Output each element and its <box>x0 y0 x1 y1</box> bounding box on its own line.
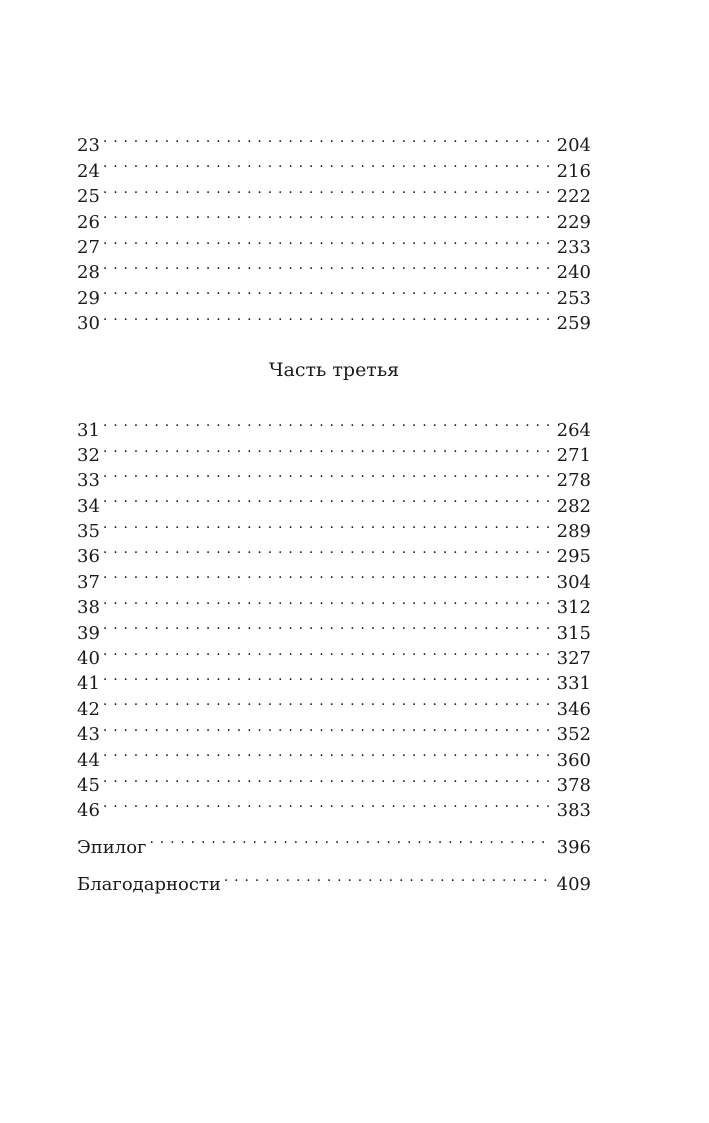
toc-entry[interactable] <box>77 613 591 644</box>
page-number: 327 <box>556 648 591 670</box>
toc-entry[interactable] <box>77 436 591 466</box>
page-number: 222 <box>556 186 591 208</box>
chapter-number: 24 <box>77 160 100 182</box>
page-number: 229 <box>556 211 591 233</box>
toc-entry[interactable] <box>77 177 591 208</box>
epilogue-label: Эпилог <box>77 836 147 858</box>
chapter-number: 23 <box>77 135 100 157</box>
page-number: 304 <box>556 571 591 593</box>
chapter-number: 45 <box>77 774 100 796</box>
chapter-number: 27 <box>77 236 100 258</box>
toc-entry[interactable] <box>77 278 591 309</box>
chapter-number: 37 <box>77 571 100 593</box>
dot-leader <box>224 865 549 890</box>
toc-entry[interactable] <box>77 410 591 441</box>
dot-leader <box>103 461 549 486</box>
chapter-number: 30 <box>77 313 100 335</box>
toc-entry[interactable] <box>77 486 591 517</box>
toc-entry[interactable] <box>77 715 591 746</box>
page-number: 264 <box>556 419 591 441</box>
dot-leader <box>103 126 549 151</box>
dot-leader <box>103 537 549 562</box>
chapter-number: 39 <box>77 622 100 644</box>
toc-entry[interactable] <box>77 766 591 796</box>
toc-entry[interactable] <box>77 512 591 543</box>
dot-leader <box>103 486 549 511</box>
dot-leader <box>103 151 549 176</box>
chapter-number: 28 <box>77 262 100 284</box>
page-number: 204 <box>556 135 591 157</box>
toc-group-part-two <box>77 126 591 335</box>
toc-entry[interactable] <box>77 304 591 335</box>
dot-leader <box>103 715 549 740</box>
chapter-number: 40 <box>77 648 100 670</box>
chapter-number: 46 <box>77 800 100 822</box>
toc-entry[interactable] <box>77 126 591 157</box>
dot-leader <box>103 202 549 227</box>
page-number: 278 <box>556 470 591 492</box>
toc-entry[interactable] <box>77 151 591 182</box>
dot-leader <box>103 791 549 816</box>
page-number: 352 <box>556 724 591 746</box>
chapter-number: 31 <box>77 419 100 441</box>
chapter-number: 38 <box>77 597 100 619</box>
page-number: 253 <box>556 287 591 309</box>
page-number: 295 <box>556 546 591 568</box>
dot-leader <box>103 664 549 689</box>
page-number: 409 <box>556 874 591 896</box>
page-number: 315 <box>556 622 591 644</box>
page-number: 360 <box>556 749 591 771</box>
page-number: 271 <box>556 444 591 466</box>
chapter-number: 36 <box>77 546 100 568</box>
toc-entry[interactable] <box>77 740 591 771</box>
dot-leader <box>103 512 549 537</box>
dot-leader <box>103 740 549 765</box>
toc-entry[interactable] <box>77 664 591 695</box>
toc-entry-acknowledgements[interactable] <box>77 865 591 896</box>
part-three-heading: Часть третья <box>268 359 400 382</box>
toc-entry[interactable] <box>77 461 591 492</box>
dot-leader <box>103 562 549 587</box>
dot-leader <box>103 253 549 278</box>
chapter-number: 41 <box>77 673 100 695</box>
chapter-number: 44 <box>77 749 100 771</box>
dot-leader <box>103 177 549 202</box>
toc-entry[interactable] <box>77 228 591 258</box>
dot-leader <box>103 613 549 638</box>
chapter-number: 29 <box>77 287 100 309</box>
chapter-number: 25 <box>77 186 100 208</box>
dot-leader <box>103 278 549 303</box>
page-number: 216 <box>556 160 591 182</box>
chapter-number: 34 <box>77 495 100 517</box>
toc-entry[interactable] <box>77 537 591 568</box>
page-number: 282 <box>556 495 591 517</box>
dot-leader <box>103 304 549 329</box>
table-of-contents <box>77 126 591 896</box>
toc-entry[interactable] <box>77 562 591 593</box>
page-number: 331 <box>556 673 591 695</box>
page-number: 378 <box>556 774 591 796</box>
chapter-number: 43 <box>77 724 100 746</box>
dot-leader <box>103 689 549 714</box>
dot-leader <box>103 588 549 613</box>
page-number: 346 <box>556 698 591 720</box>
page-number: 383 <box>556 800 591 822</box>
acknowledgements-label: Благодарности <box>77 874 221 896</box>
dot-leader <box>149 827 548 852</box>
page-number: 259 <box>556 313 591 335</box>
toc-entry[interactable] <box>77 202 591 233</box>
dot-leader <box>103 228 549 253</box>
toc-entry[interactable] <box>77 689 591 720</box>
chapter-number: 42 <box>77 698 100 720</box>
toc-entry[interactable] <box>77 253 591 284</box>
chapter-number: 26 <box>77 211 100 233</box>
page-number: 312 <box>556 597 591 619</box>
toc-entry[interactable] <box>77 791 591 822</box>
page-number: 240 <box>556 262 591 284</box>
toc-group-part-three <box>77 410 591 822</box>
toc-entry-epilogue[interactable] <box>77 827 591 858</box>
chapter-number: 35 <box>77 521 100 543</box>
toc-entry[interactable] <box>77 639 591 670</box>
page-number: 289 <box>556 521 591 543</box>
page-number: 396 <box>556 836 591 858</box>
page-number: 233 <box>556 236 591 258</box>
toc-entry[interactable] <box>77 588 591 619</box>
chapter-number: 33 <box>77 470 100 492</box>
dot-leader <box>103 766 549 791</box>
dot-leader <box>103 639 549 664</box>
dot-leader <box>103 410 549 435</box>
dot-leader <box>103 436 549 461</box>
chapter-number: 32 <box>77 444 100 466</box>
